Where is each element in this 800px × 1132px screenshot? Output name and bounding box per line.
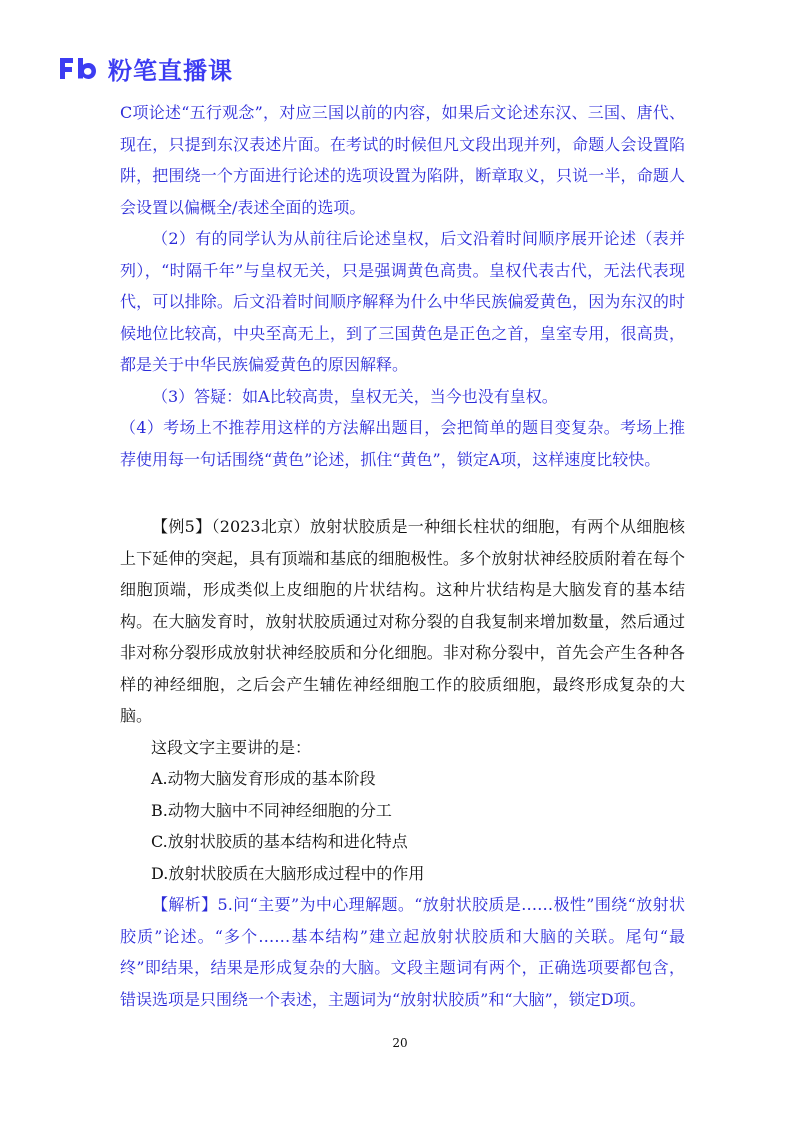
fb-logo-icon [58,55,98,81]
document-body [120,97,685,1015]
section-gap [120,475,685,511]
option-b: B.动物大脑中不同神经细胞的分工 [151,800,392,820]
option-c: C.放射状胶质的基本结构和进化特点 [151,832,408,851]
analysis-paragraph-2: （2）有的同学认为从前往后论述皇权，后文沿着时间顺序展开论述（表并列），“时隔千年”与皇权无关，只是强调黄色高贵。皇权代表古代，无法代表现代，可以排除。后文沿着时间顺序解释为什么中华民族偏爱黄色，因为东汉的时候地位比较高，中央至高无上，到了三国黄色是正色之首，皇室专用，很高贵，都是关于中华民族偏爱黄色的原因解释。 [120,229,685,374]
analysis-paragraph-3: （3）答疑：如A比较高贵，皇权无关，当今也没有皇权。 [152,386,558,406]
page-number: 20 [392,1036,408,1050]
option-d: D.放射状胶质在大脑形成过程中的作用 [151,863,425,883]
analysis-paragraph-1: C项论述“五行观念”，对应三国以前的内容，如果后文论述东汉、三国、唐代、现在，只提到东汉表述片面。在考试的时候但凡文段出现并列，命题人会设置陷阱，把围绕一个方面进行论述的选项设置为陷阱，断章取义，只说一半，命题人会设置以偏概全/表述全面的选项。 [120,103,685,217]
brand-name: 粉笔直播课 [108,56,233,85]
header [58,50,233,86]
example-passage: 【例5】（2023北京）放射状胶质是一种细长柱状的细胞，有两个从细胞核上下延伸的突起，具有顶端和基底的细胞极性。多个放射状神经胶质附着在每个细胞顶端，形成类似上皮细胞的片状结构。这种片状结构是大脑发育的基本结构。在大脑发育时，放射状胶质通过对称分裂的自我复制来增加数量，然后通过非对称分裂形成放射状神经胶质和分化细胞。非对称分裂中，首先会产生各种各样的神经细胞，之后会产生辅佐神经细胞工作的胶质细胞，最终形成复杂的大脑。 [120,517,685,725]
option-a: A.动物大脑发育形成的基本阶段 [151,769,376,788]
question-stem: 这段文字主要讲的是： [151,737,312,757]
solution-paragraph: 【解析】5.问“主要”为中心理解题。“放射状胶质是……极性”围绕“放射状胶质”论述。“多个……基本结构”建立起放射状胶质和大脑的关联。尾句“最终”即结果，结果是形成复杂的大脑。文段主题词有两个，正确选项要都包含，错误选项是只围绕一个表述，主题词为“放射状胶质”和“大脑”，锁定D项。 [120,895,685,1009]
analysis-paragraph-4: （4）考场上不推荐用这样的方法解出题目，会把简单的题目变复杂。考场上推荐使用每一句话围绕“黄色”论述，抓住“黄色”，锁定A项，这样速度比较快。 [120,418,685,469]
